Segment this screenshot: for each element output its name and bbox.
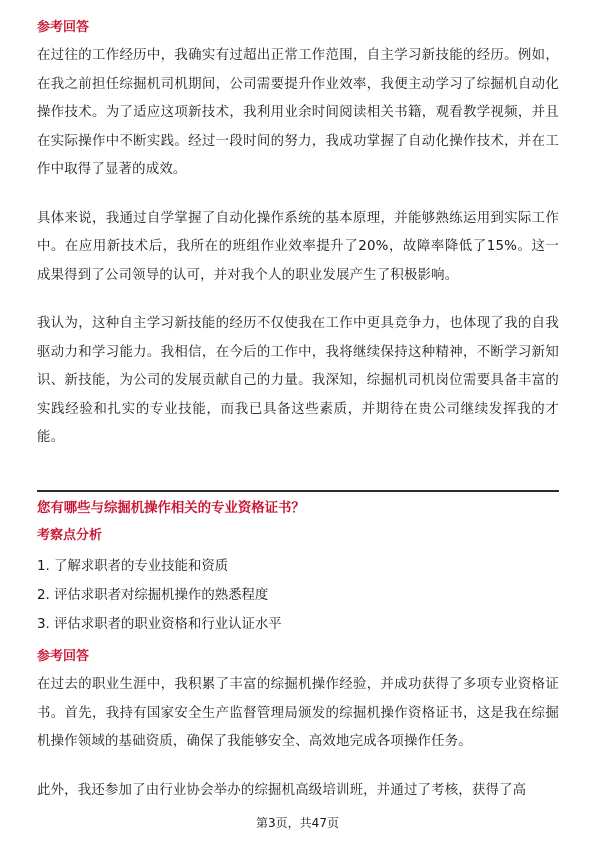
answer2-paragraph-2: 此外，我还参加了由行业协会举办的综掘机高级培训班，并通过了考核，获得了高 xyxy=(37,782,527,798)
answer-paragraph-2: 具体来说，我通过自学掌握了自动化操作系统的基本原理，并能够熟练运用到实际工作中。在应用新技术后，我所在的班组作业效率提升了20%，故障率降低了15%。这一成果得到了公司领导的认可，并对我个人的职业发展产生了积极影响。 xyxy=(37,210,559,283)
answer-paragraph-3: 我认为，这种自主学习新技能的经历不仅使我在工作中更具竞争力，也体现了我的自我驱动力和学习能力。我相信，在今后的工作中，我将继续保持这种精神，不断学习新知识、新技能，为公司的发展贡献自己的力量。我深知，综掘机司机岗位需要具备丰富的实践经验和扎实的专业技能，而我已具备这些素质，并期待在贵公司继续发挥我的才能。 xyxy=(37,316,559,445)
reference-answer-heading: 参考回答 xyxy=(37,20,90,35)
analysis-heading: 考察点分析 xyxy=(37,528,103,543)
list-item: 2. 评估求职者对综掘机操作的熟悉程度 xyxy=(37,588,269,603)
answer-paragraph-1: 在过往的工作经历中，我确实有过超出正常工作范围，自主学习新技能的经历。例如，在我之前担任综掘机司机期间，公司需要提升作业效率，我便主动学习了综掘机自动化操作技术。为了适应这项新技术，我利用业余时间阅读相关书籍，观看教学视频，并且在实际操作中不断实践。经过一段时间的努力，我成功掌握了自动化操作技术，并在工作中取得了显著的成效。 xyxy=(37,48,559,177)
list-item: 3. 评估求职者的职业资格和行业认证水平 xyxy=(37,617,282,632)
interview-question: 您有哪些与综掘机操作相关的专业资格证书？ xyxy=(37,501,305,516)
answer2-paragraph-1: 在过去的职业生涯中，我积累了丰富的综掘机操作经验，并成功获得了多项专业资格证书。首先，我持有国家安全生产监督管理局颁发的综掘机操作资格证书，这是我在综掘机操作领域的基础资质，确保了我能够安全、高效地完成各项操作任务。 xyxy=(37,677,559,749)
answer-section-1 xyxy=(37,18,559,453)
analysis-list xyxy=(37,552,559,639)
list-item: 1. 了解求职者的专业技能和资质 xyxy=(37,559,229,574)
section-divider xyxy=(37,490,559,492)
answer-section-2 xyxy=(37,647,559,805)
page-number: 第3页，共47页 xyxy=(256,816,339,830)
analysis-section xyxy=(37,526,559,639)
reference-answer-heading-2: 参考回答 xyxy=(37,649,90,664)
